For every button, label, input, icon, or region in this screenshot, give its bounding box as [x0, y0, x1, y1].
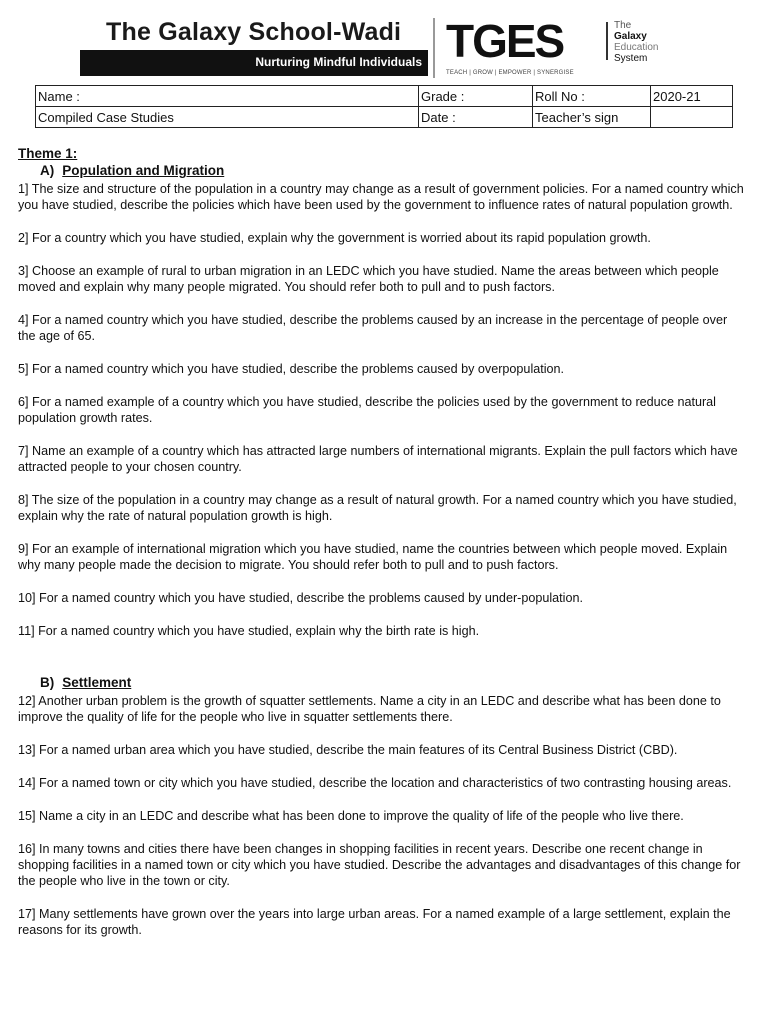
logo-separator	[606, 22, 608, 60]
question-15: 15] Name a city in an LEDC and describe what has been done to improve the quality of life of the people who live there.	[18, 809, 684, 823]
question-1: 1] The size and structure of the population in a country may change as a result of government policies. For a named country which you have studied, describe the policies which have been used by the government to influence rates of natural population growth.	[18, 182, 744, 212]
section-a-heading	[40, 162, 746, 179]
tagline-bar	[80, 50, 428, 76]
school-header	[80, 14, 700, 80]
question-16: 16] In many towns and cities there have been changes in shopping facilities in recent years. Describe one recent change in shopping facilities in a named town or city which you have studied. Describe the advantages and disadvantages of this change for the people who live in the town or city.	[18, 842, 741, 888]
section-a-title: Population and Migration	[62, 163, 225, 178]
question-4: 4] For a named country which you have studied, describe the problems caused by an increase in the percentage of people over the age of 65.	[18, 313, 728, 343]
question-5: 5] For a named country which you have studied, describe the problems caused by overpopulation.	[18, 362, 565, 376]
question-17: 17] Many settlements have grown over the years into large urban areas. For a named example of a large settlement, explain the reasons for its growth.	[18, 907, 731, 937]
question-3: 3] Choose an example of rural to urban migration in an LEDC which you have studied. Name the areas between which people moved and explain why many people migrated. You should refer both to pull and to push factors.	[18, 264, 719, 294]
question-2: 2] For a country which you have studied, explain why the government is worried about its rapid population growth.	[18, 231, 651, 245]
info-row-2	[36, 107, 733, 128]
worksheet-content	[18, 146, 746, 955]
logo-mark: TGES	[446, 15, 564, 67]
logo-text-the: The	[614, 20, 632, 31]
section-b-letter: B)	[40, 675, 55, 690]
student-info-table	[35, 85, 733, 128]
tagline: Nurturing Mindful Individuals	[255, 55, 422, 69]
logo-text-education: Education	[614, 42, 659, 53]
theme-title: Theme 1:	[18, 146, 78, 161]
info-row-1	[36, 86, 733, 107]
blank-cell	[651, 107, 733, 128]
school-name: The Galaxy School-Wadi	[106, 18, 402, 46]
question-8: 8] The size of the population in a country may change as a result of natural growth. For a named country which you have studied, explain why the rate of natural population growth is high.	[18, 493, 737, 523]
section-b-heading	[40, 674, 746, 691]
document-title: Compiled Case Studies	[36, 107, 419, 128]
logo-text-system: System	[614, 53, 648, 64]
section-a-letter: A)	[40, 163, 55, 178]
academic-year: 2020-21	[651, 86, 733, 107]
question-13: 13] For a named urban area which you have studied, describe the main features of its Central Business District (CBD).	[18, 743, 678, 757]
question-11: 11] For a named country which you have studied, explain why the birth rate is high.	[18, 624, 480, 638]
date-field[interactable]: Date :	[419, 107, 533, 128]
section-b-title: Settlement	[62, 675, 132, 690]
name-field[interactable]: Name :	[36, 86, 419, 107]
header-divider	[433, 18, 435, 78]
question-14: 14] For a named town or city which you have studied, describe the location and characteristics of two contrasting housing areas.	[18, 776, 732, 790]
teacher-sign-field[interactable]: Teacher’s sign	[533, 107, 651, 128]
logo-motto: TEACH | GROW | EMPOWER | SYNERGISE	[446, 70, 574, 76]
roll-no-field[interactable]: Roll No :	[533, 86, 651, 107]
question-10: 10] For a named country which you have studied, describe the problems caused by under-population.	[18, 591, 583, 605]
question-7: 7] Name an example of a country which has attracted large numbers of international migrants. Explain the pull factors which have attracted people to your chosen country.	[18, 444, 738, 474]
tges-logo	[446, 15, 686, 80]
grade-field[interactable]: Grade :	[419, 86, 533, 107]
question-6: 6] For a named example of a country which you have studied, describe the policies used by the government to reduce natural population growth rates.	[18, 395, 716, 425]
logo-text-galaxy: Galaxy	[614, 31, 647, 42]
question-12: 12] Another urban problem is the growth of squatter settlements. Name a city in an LEDC and describe what has been done to improve the quality of life for the people who live in squatter settlements there.	[18, 694, 721, 724]
question-9: 9] For an example of international migration which you have studied, name the countries between which people moved. Explain why many people made the decision to migrate. You should refer both to pull and to push factors.	[18, 542, 728, 572]
